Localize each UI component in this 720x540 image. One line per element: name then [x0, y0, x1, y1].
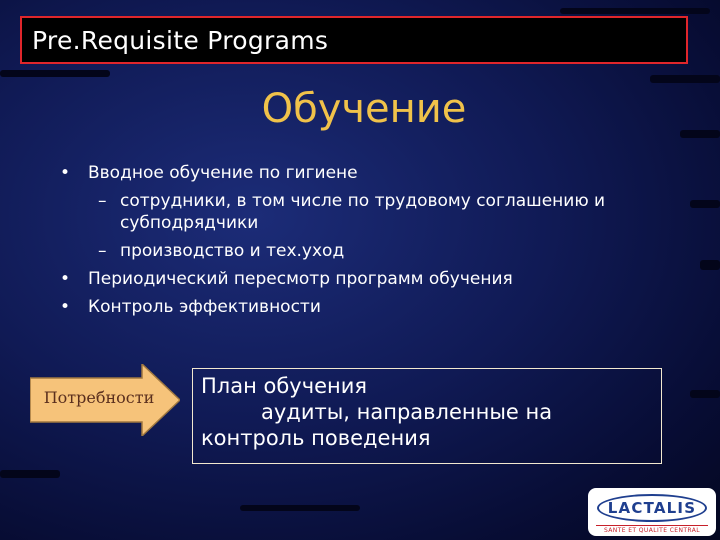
bg-streak — [700, 260, 720, 270]
sub-bullet-item — [60, 240, 680, 262]
bg-streak — [0, 470, 60, 478]
bullet-text: Контроль эффективности — [88, 297, 321, 317]
bullet-text: Периодический пересмотр программ обучения — [88, 269, 513, 289]
plan-line: контроль поведения — [201, 426, 431, 450]
plan-line: План обучения — [201, 374, 368, 398]
bg-streak — [690, 390, 720, 398]
sub-bullet-text: сотрудники, в том числе по трудовому соглашению и — [120, 191, 606, 211]
dash-glyph: – — [98, 241, 107, 261]
sub-bullet-text: субподрядчики — [120, 213, 259, 233]
slide-title: Обучение — [261, 86, 467, 132]
bullet-list — [60, 162, 680, 324]
bullet-item — [60, 268, 680, 290]
bg-streak — [240, 505, 360, 511]
training-plan-box — [192, 368, 662, 464]
bg-streak — [560, 8, 710, 14]
logo-subtitle: SANTE ET QUALITE CENTRAL — [596, 525, 708, 534]
header-title: Pre.Requisite Programs — [32, 25, 329, 55]
bullet-text: Вводное обучение по гигиене — [88, 163, 358, 183]
bullet-item — [60, 162, 680, 184]
header-banner — [20, 16, 688, 64]
logo-text: LACTALIS — [607, 499, 697, 517]
sub-bullet-item — [60, 190, 680, 234]
bg-streak — [0, 70, 110, 77]
bullet-glyph: • — [60, 163, 71, 183]
bullet-glyph: • — [60, 297, 71, 317]
bg-streak — [650, 75, 720, 83]
arrow-label: Потребности — [43, 388, 155, 407]
bg-streak — [690, 200, 720, 208]
dash-glyph: – — [98, 191, 107, 211]
plan-line: аудиты, направленные на — [261, 400, 553, 424]
sub-bullet-text: производство и тех.уход — [120, 241, 345, 261]
bullet-item — [60, 296, 680, 318]
bullet-glyph: • — [60, 269, 71, 289]
lactalis-logo — [588, 488, 716, 536]
logo-oval — [597, 494, 707, 522]
